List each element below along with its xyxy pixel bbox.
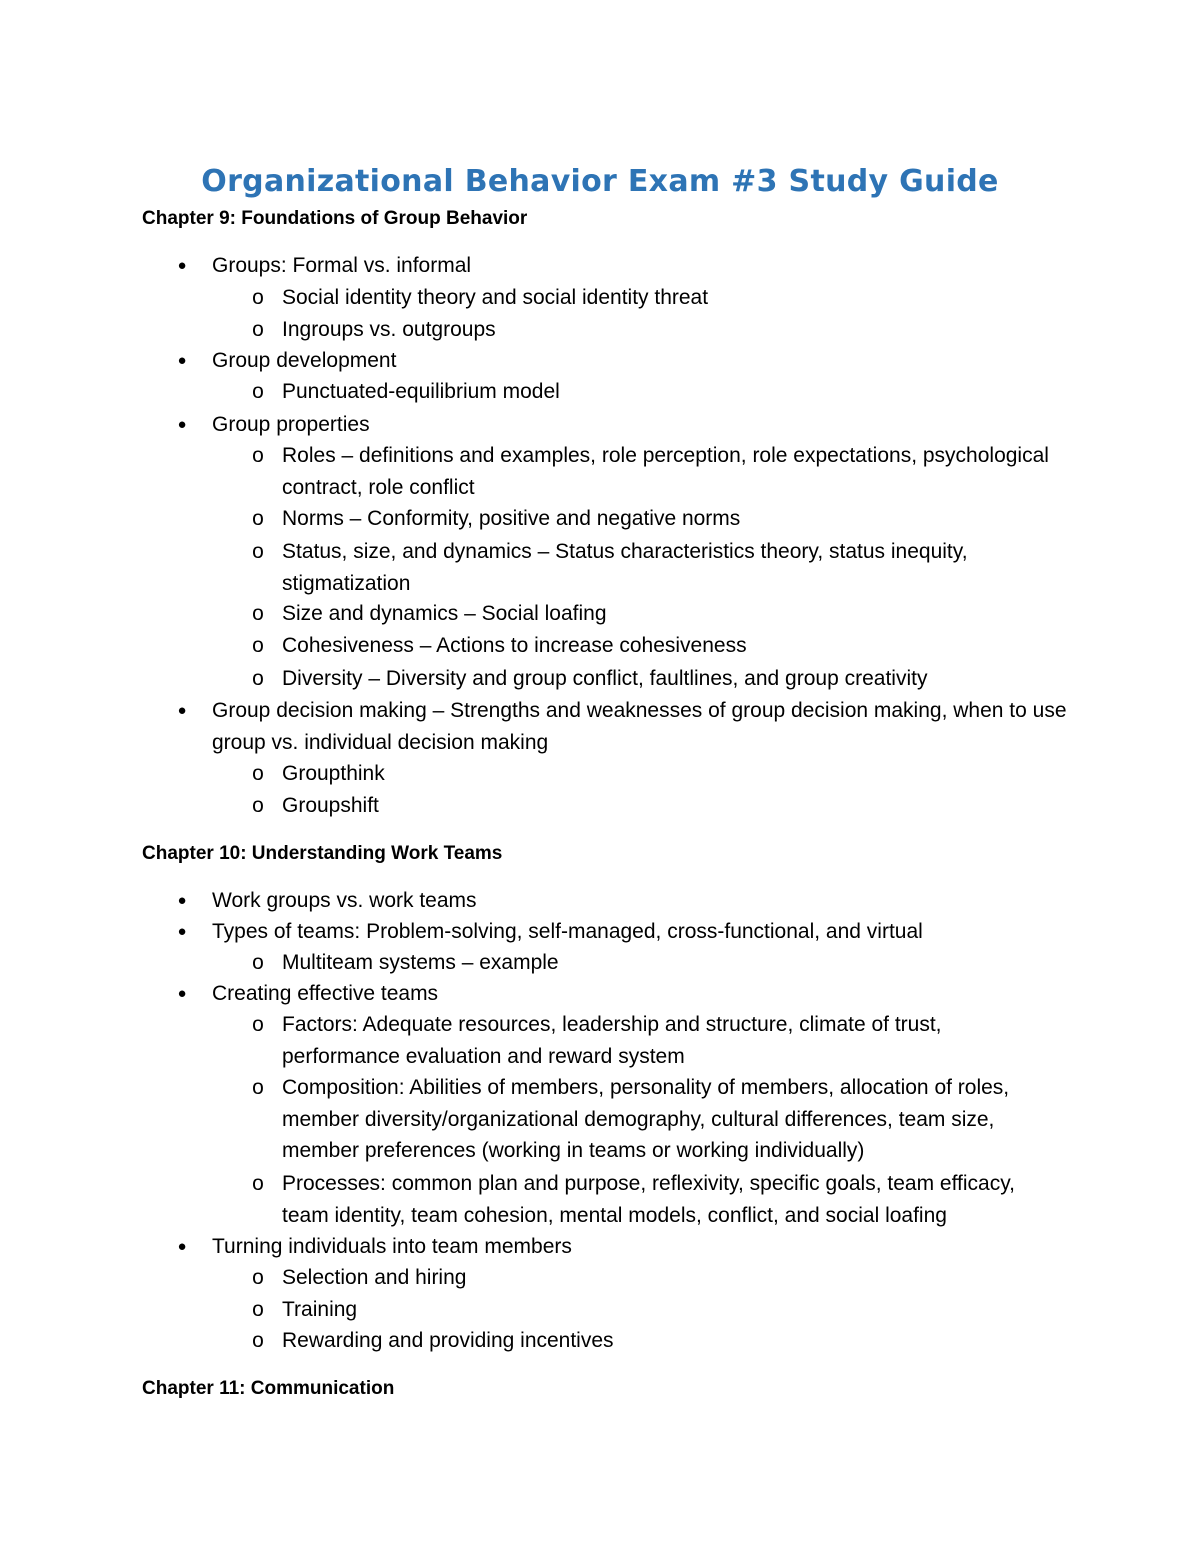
list-item: ● Group properties [212,409,1072,441]
list-item: ● Groups: Formal vs. informal [212,250,1072,282]
sub-bullet-icon: o [252,318,264,341]
sub-list-item: o Diversity – Diversity and group conflict, faultlines, and group creativity [282,663,1062,695]
list-item: ● Group decision making – Strengths and weaknesses of group decision making, when to use group vs. individual decision making [212,695,1072,758]
sub-list-item: o Multiteam systems – example [282,947,1062,979]
sub-bullet-icon: o [252,762,264,785]
bullet-icon: ● [177,923,187,940]
bullet-icon: ● [177,892,187,909]
sub-list-item: o Composition: Abilities of members, personality of members, allocation of roles, member diversity/organizational demography, cultural differences, team size, member preferences (working in teams or working individually) [282,1072,1062,1167]
sub-bullet-icon: o [252,1076,264,1099]
sub-bullet-icon: o [252,667,264,690]
list-item: ● Group development [212,345,1072,377]
sub-list-item: o Training [282,1294,1062,1326]
list-item: ● Work groups vs. work teams [212,885,1072,917]
sub-bullet-icon: o [252,540,264,563]
sub-list-item: o Roles – definitions and examples, role perception, role expectations, psychological contract, role conflict [282,440,1062,503]
sub-list-item: o Rewarding and providing incentives [282,1325,1062,1357]
sub-list-item: o Punctuated-equilibrium model [282,376,1062,408]
bullet-icon: ● [177,352,187,369]
sub-list-item: o Size and dynamics – Social loafing [282,598,1062,630]
sub-bullet-icon: o [252,794,264,817]
sub-list-item: o Factors: Adequate resources, leadership and structure, climate of trust, performance evaluation and reward system [282,1009,1062,1072]
sub-bullet-icon: o [252,1329,264,1352]
list-item: ● Types of teams: Problem-solving, self-managed, cross-functional, and virtual [212,916,1072,948]
bullet-icon: ● [177,702,187,719]
sub-bullet-icon: o [252,380,264,403]
bullet-icon: ● [177,985,187,1002]
chapter-10-heading: Chapter 10: Understanding Work Teams [142,843,503,864]
sub-bullet-icon: o [252,602,264,625]
bullet-icon: ● [177,257,187,274]
list-item: ● Turning individuals into team members [212,1231,1072,1263]
document-title: Organizational Behavior Exam #3 Study Guide [201,164,999,199]
sub-bullet-icon: o [252,507,264,530]
sub-list-item: o Groupshift [282,790,1062,822]
bullet-icon: ● [177,1238,187,1255]
sub-bullet-icon: o [252,286,264,309]
sub-list-item: o Social identity theory and social identity threat [282,282,1062,314]
bullet-icon: ● [177,416,187,433]
sub-bullet-icon: o [252,1013,264,1036]
sub-bullet-icon: o [252,1298,264,1321]
sub-list-item: o Selection and hiring [282,1262,1062,1294]
sub-bullet-icon: o [252,1172,264,1195]
chapter-9-heading: Chapter 9: Foundations of Group Behavior [142,208,528,229]
sub-bullet-icon: o [252,634,264,657]
sub-bullet-icon: o [252,951,264,974]
sub-bullet-icon: o [252,1266,264,1289]
sub-list-item: o Norms – Conformity, positive and negative norms [282,503,1062,535]
sub-list-item: o Status, size, and dynamics – Status characteristics theory, status inequity, stigmatization [282,536,1062,599]
sub-bullet-icon: o [252,444,264,467]
sub-list-item: o Ingroups vs. outgroups [282,314,1062,346]
list-item: ● Creating effective teams [212,978,1072,1010]
sub-list-item: o Groupthink [282,758,1062,790]
chapter-11-heading: Chapter 11: Communication [142,1378,395,1399]
sub-list-item: o Cohesiveness – Actions to increase cohesiveness [282,630,1062,662]
sub-list-item: o Processes: common plan and purpose, reflexivity, specific goals, team efficacy, team identity, team cohesion, mental models, conflict, and social loafing [282,1168,1062,1231]
